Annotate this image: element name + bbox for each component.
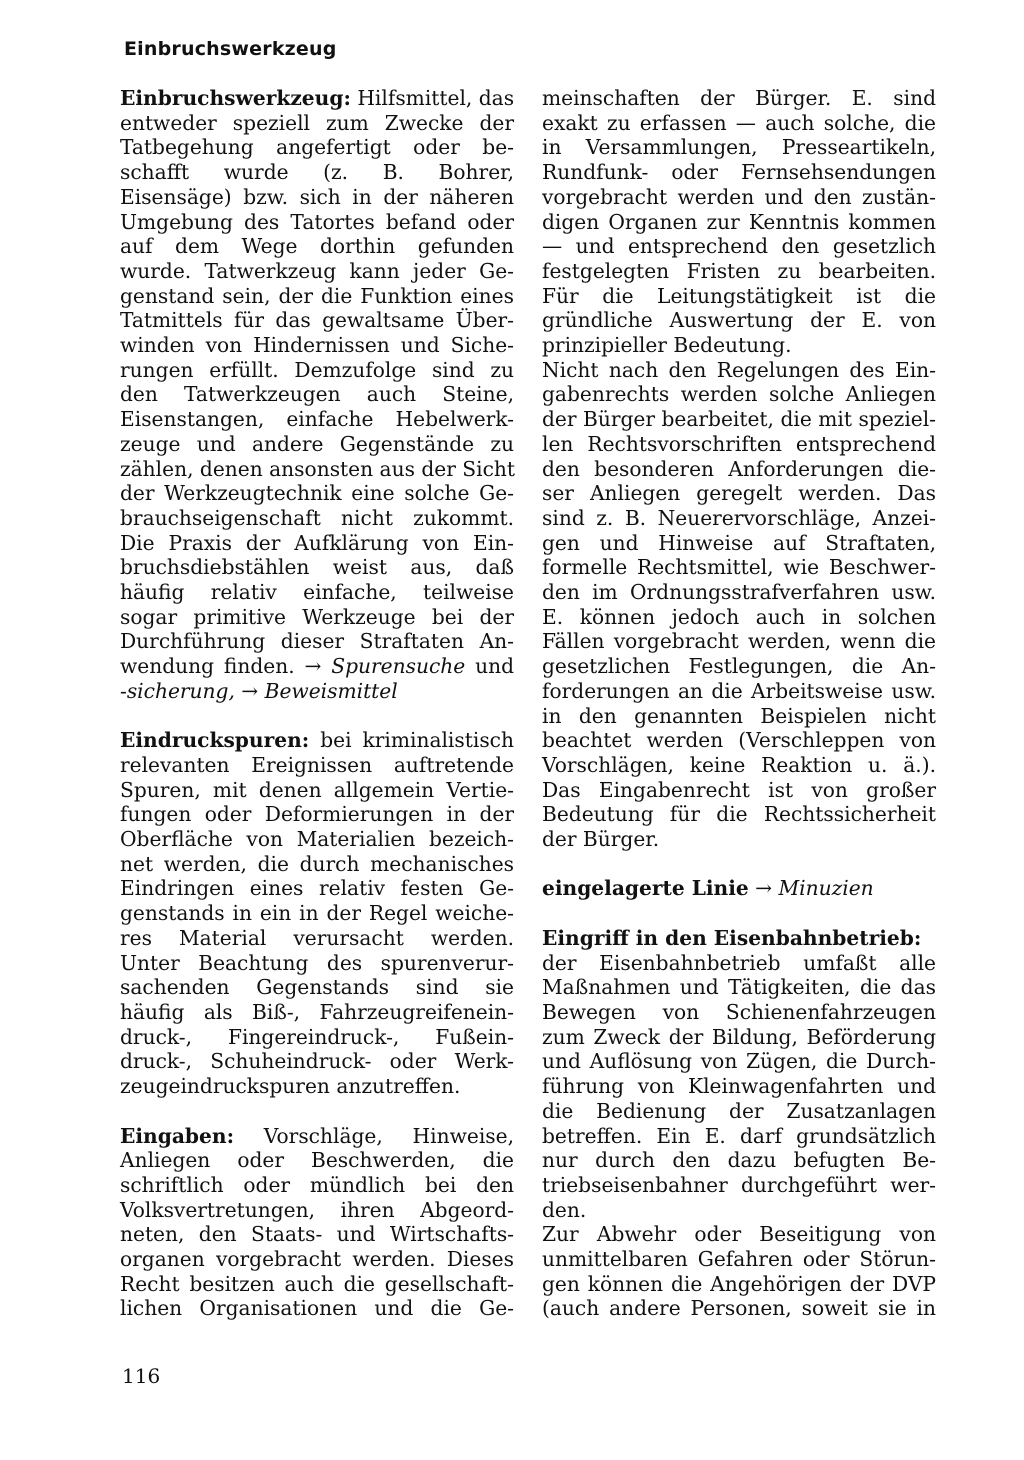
entry-line: Oberfläche von Materialien bezeich- bbox=[120, 827, 514, 852]
entry-line: unmittelbaren Gefahren oder Störun- bbox=[542, 1247, 936, 1272]
entry-line: Unter Beachtung des spurenverur- bbox=[120, 950, 514, 975]
cross-reference[interactable]: -sicherung, bbox=[120, 678, 235, 703]
entry-line: genstand sein, der die Funktion eines bbox=[120, 283, 514, 308]
entry-line: digen Organen zur Kenntnis kommen bbox=[542, 209, 936, 234]
right-column bbox=[542, 86, 936, 1321]
entry-line: Umgebung des Tatortes befand oder bbox=[120, 209, 514, 234]
entry-line: bruchsdiebstählen weist aus, daß bbox=[120, 555, 514, 580]
entry-line: gen und Hinweise auf Straftaten, bbox=[542, 530, 936, 555]
entry-line: formelle Rechtsmittel, wie Beschwer- bbox=[542, 555, 936, 580]
entry-line: die Bedienung der Zusatzanlagen bbox=[542, 1098, 936, 1123]
entry-line: — und entsprechend den gesetzlich bbox=[542, 234, 936, 259]
entry-line: len Rechtsvorschriften entsprechend bbox=[542, 431, 936, 456]
entry-line: gabenrechts werden solche Anliegen bbox=[542, 382, 936, 407]
entry-line: schriftlich oder mündlich bei den bbox=[120, 1172, 514, 1197]
entry-eingelagerte-linie bbox=[542, 876, 936, 901]
entry-eindruckspuren bbox=[120, 728, 514, 1099]
entry-line: der Werkzeugtechnik eine solche Ge- bbox=[120, 481, 514, 506]
entry-line: gründliche Auswertung der E. von bbox=[542, 308, 936, 333]
entry-line: net werden, die durch mechanisches bbox=[120, 851, 514, 876]
left-column bbox=[120, 86, 514, 1346]
entry-line: neten, den Staats- und Wirtschafts- bbox=[120, 1222, 514, 1247]
entry-line: Bedeutung für die Rechtssicherheit bbox=[542, 802, 936, 827]
entry-line: der Bürger. bbox=[542, 827, 660, 852]
entry-line: Volksvertretungen, ihren Abgeord- bbox=[120, 1197, 514, 1222]
entry-line: (auch andere Personen, soweit sie in bbox=[542, 1296, 936, 1321]
entry-eingaben-paragraph-2 bbox=[542, 358, 936, 852]
entry-line: meinschaften der Bürger. E. sind bbox=[542, 86, 936, 110]
entry-line: gen können die Angehörigen der DVP bbox=[542, 1271, 936, 1296]
entry-line: lichen Organisationen und die Ge- bbox=[120, 1296, 514, 1321]
entry-line: den Tatwerkzeugen auch Steine, bbox=[120, 382, 514, 407]
entry-line: genstands in ein in der Regel weiche- bbox=[120, 901, 514, 926]
entry-line: zeuge und andere Gegenstände zu bbox=[120, 431, 514, 456]
entry-line: organen vorgebracht werden. Dieses bbox=[120, 1247, 514, 1272]
entry-line: Einbruchswerkzeug: Hilfsmittel, das bbox=[120, 86, 515, 110]
entry-line: druck-, Schuheindruck- oder Werk- bbox=[120, 1049, 514, 1074]
entry-eingriff-paragraph-2 bbox=[542, 1222, 936, 1321]
entry-line: nur durch den dazu befugten Be- bbox=[542, 1148, 936, 1173]
entry-line: Nicht nach den Regelungen des Ein- bbox=[542, 357, 936, 382]
entry-line: forderungen an die Arbeitsweise usw. bbox=[542, 678, 936, 703]
entry-line: Eingaben: Vorschläge, Hinweise, bbox=[120, 1123, 514, 1148]
entry-line: ser Anliegen geregelt werden. Das bbox=[542, 481, 936, 506]
entry-line: schafft wurde (z. B. Bohrer, bbox=[120, 160, 514, 185]
entry-line: rungen erfüllt. Demzufolge sind zu bbox=[120, 357, 514, 382]
entry-eingriff bbox=[542, 926, 936, 1222]
entry-line: zum Zweck der Bildung, Beförderung bbox=[542, 1024, 936, 1049]
entry-line: triebseisenbahner durchgeführt wer- bbox=[542, 1172, 936, 1197]
entry-line: führung von Kleinwagenfahrten und bbox=[542, 1074, 936, 1099]
entry-line: zeugeindruckspuren anzutreffen. bbox=[120, 1074, 461, 1099]
entry-line: exakt zu erfassen — auch solche, die bbox=[542, 110, 936, 135]
entry-line: den. bbox=[542, 1197, 587, 1222]
entry-line: den im Ordnungsstrafverfahren usw. bbox=[542, 580, 936, 605]
entry-line: häufig relativ einfache, teilweise bbox=[120, 580, 514, 605]
entry-line: Rundfunk- oder Fernsehsendungen bbox=[542, 160, 936, 185]
entry-line: brauchseigenschaft nicht zukommt. bbox=[120, 505, 514, 530]
entry-line: Tatmittels für das gewaltsame Über- bbox=[120, 308, 514, 333]
entry-line: der Eisenbahnbetrieb umfaßt alle bbox=[542, 950, 936, 975]
entry-line: E. können jedoch auch in solchen bbox=[542, 604, 936, 629]
entry-einbruchswerkzeug bbox=[120, 86, 514, 704]
entry-eingaben-continued bbox=[542, 86, 936, 358]
entry-line: Anliegen oder Beschwerden, die bbox=[120, 1148, 514, 1173]
entry-eingaben bbox=[120, 1124, 514, 1322]
entry-line: Fällen vorgebracht werden, wenn die bbox=[542, 629, 936, 654]
entry-line: gesetzlichen Festlegungen, die An- bbox=[542, 654, 936, 679]
entry-line: beachtet werden (Verschleppen von bbox=[542, 728, 936, 753]
entry-line: Eindringen eines relativ festen Ge- bbox=[120, 876, 514, 901]
entry-line: in Versammlungen, Presseartikeln, bbox=[542, 135, 936, 160]
entry-line: Eisensäge) bzw. sich in der näheren bbox=[120, 184, 514, 209]
entry-line: Das Eingabenrecht ist von großer bbox=[542, 777, 936, 802]
entry-line: Für die Leitungstätigkeit ist die bbox=[542, 283, 936, 308]
page-number: 116 bbox=[122, 1364, 161, 1388]
cross-reference[interactable]: Spurensuche bbox=[331, 654, 466, 679]
headword: eingelagerte Linie bbox=[542, 876, 749, 901]
entry-line: Bewegen von Schienenfahrzeugen bbox=[542, 999, 936, 1024]
entry-line: relevanten Ereignissen auftretende bbox=[120, 752, 514, 777]
entry-line: den besonderen Anforderungen die- bbox=[542, 456, 936, 481]
entry-line: Eisenstangen, einfache Hebelwerk- bbox=[120, 407, 514, 432]
entry-line: in den genannten Beispielen nicht bbox=[542, 703, 936, 728]
headword: Einbruchswerkzeug: bbox=[120, 86, 351, 110]
cross-reference[interactable]: Minuzien bbox=[778, 876, 874, 901]
entry-line: prinzipieller Bedeutung. bbox=[542, 333, 792, 358]
entry-line: entweder speziell zum Zwecke der bbox=[120, 110, 514, 135]
entry-line: sogar primitive Werkzeuge bei der bbox=[120, 604, 514, 629]
entry-line: auf dem Wege dorthin gefunden bbox=[120, 234, 514, 259]
entry-line: zählen, denen ansonsten aus der Sicht bbox=[120, 456, 515, 481]
entry-line bbox=[542, 926, 936, 951]
entry-line: Tatbegehung angefertigt oder be- bbox=[120, 135, 514, 160]
entry-line: Die Praxis der Aufklärung von Ein- bbox=[120, 530, 514, 555]
entry-line: sind z. B. Neuerervorschläge, Anzei- bbox=[542, 505, 936, 530]
entry-line: Durchführung dieser Straftaten An- bbox=[120, 629, 514, 654]
entry-line: Zur Abwehr oder Beseitigung von bbox=[542, 1222, 936, 1247]
running-head: Einbruchswerkzeug bbox=[124, 38, 337, 60]
headword: Eingriff in den Eisenbahnbetrieb: bbox=[542, 925, 922, 950]
headword: Eindruckspuren: bbox=[120, 728, 310, 753]
entry-line: fungen oder Deformierungen in der bbox=[120, 802, 514, 827]
entry-line: häufig als Biß-, Fahrzeugreifenein- bbox=[120, 1000, 514, 1024]
entry-line: -sicherung, → Beweismittel bbox=[120, 678, 398, 703]
entry-line: festgelegten Fristen zu bearbeiten. bbox=[542, 258, 936, 283]
entry-line: betreffen. Ein E. darf grundsätzlich bbox=[542, 1123, 936, 1148]
entry-line: res Material verursacht werden. bbox=[120, 925, 514, 950]
entry-line: wendung finden. → Spurensuche und bbox=[120, 654, 515, 679]
entry-line: Eindruckspuren: bei kriminalistisch bbox=[120, 728, 514, 753]
entry-line: druck-, Fingereindruck-, Fußein- bbox=[120, 1024, 514, 1049]
entry-line: Vorschlägen, keine Reaktion u. ä.). bbox=[542, 752, 936, 777]
entry-line: Recht besitzen auch die gesellschaft- bbox=[120, 1271, 514, 1296]
cross-reference[interactable]: Beweismittel bbox=[264, 678, 398, 703]
headword: Eingaben: bbox=[120, 1123, 235, 1148]
entry-line: eingelagerte Linie → Minuzien bbox=[542, 876, 874, 901]
entry-line: sachenden Gegenstands sind sie bbox=[120, 975, 514, 1000]
entry-line: Spuren, mit denen allgemein Vertie- bbox=[120, 777, 514, 802]
entry-line: der Bürger bearbeitet, die mit speziel- bbox=[542, 407, 936, 432]
entry-line: wurde. Tatwerkzeug kann jeder Ge- bbox=[120, 258, 514, 283]
entry-line: winden von Hindernissen und Siche- bbox=[120, 333, 514, 358]
entry-line: und Auflösung von Zügen, die Durch- bbox=[542, 1049, 936, 1074]
entry-line: Maßnahmen und Tätigkeiten, die das bbox=[542, 975, 936, 1000]
entry-line: vorgebracht werden und den zustän- bbox=[542, 184, 936, 209]
